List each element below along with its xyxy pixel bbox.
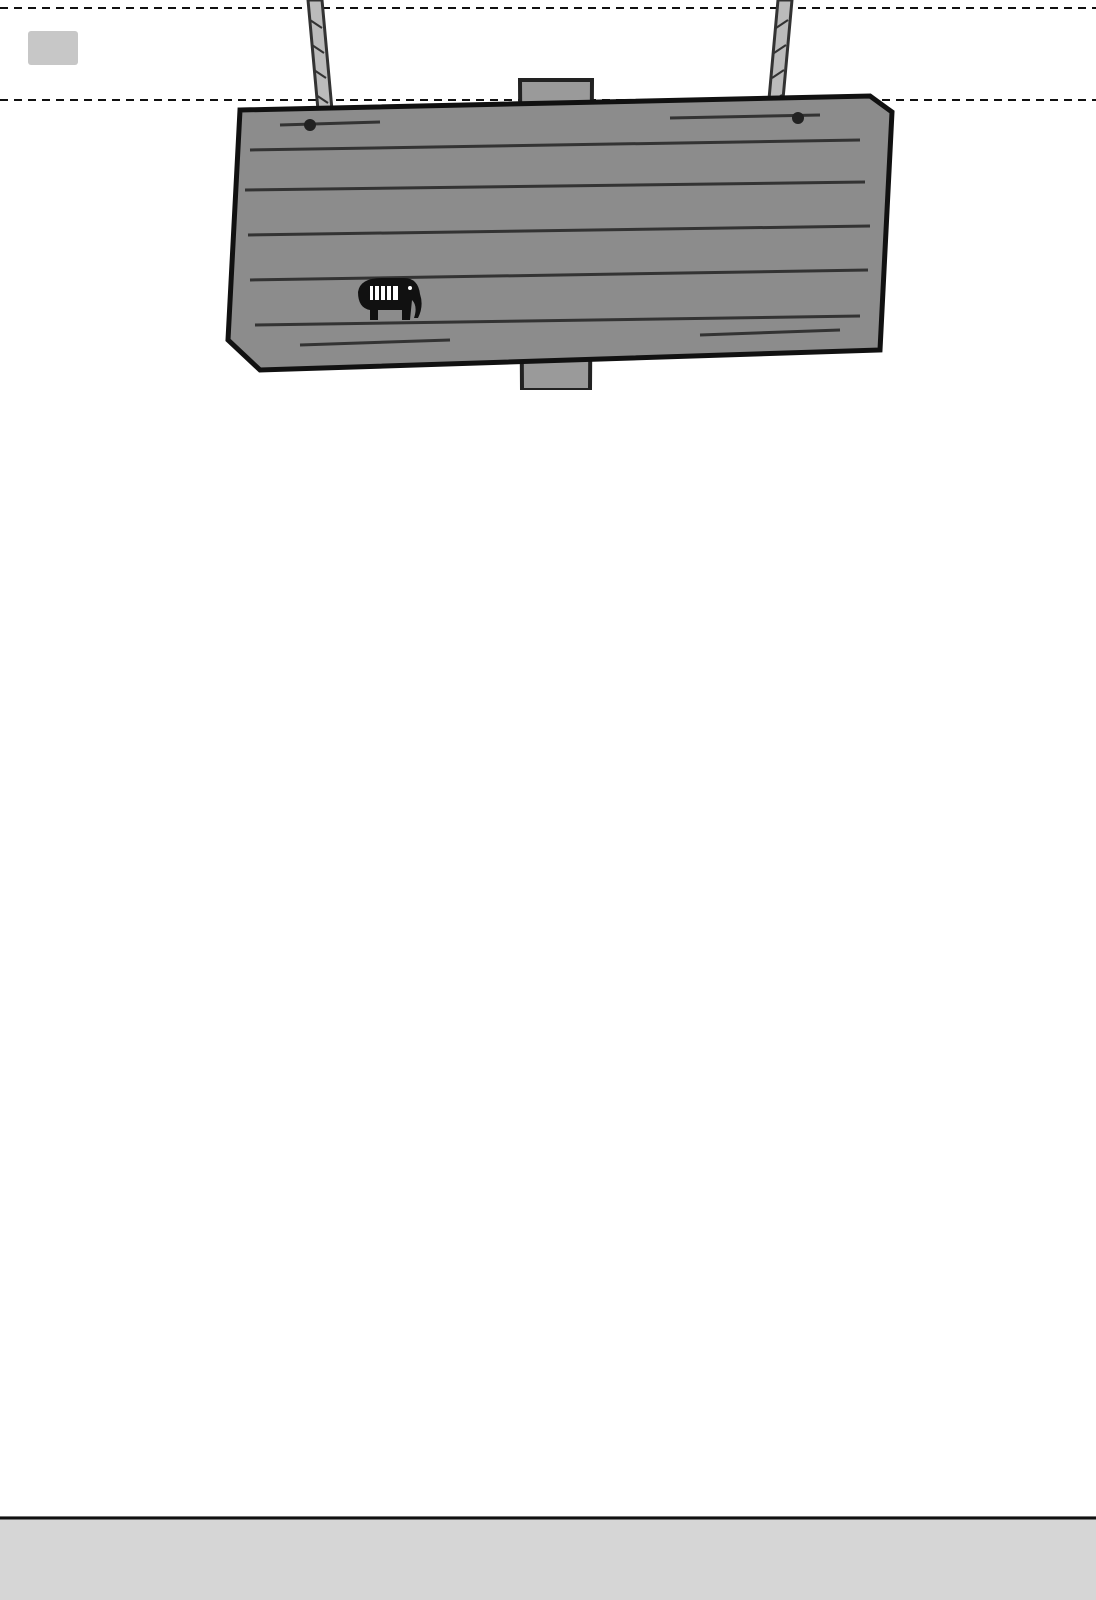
bottom-grass-pattern-border [0, 1438, 1096, 1600]
sign-board-graphic [220, 0, 900, 390]
watermark-logo [28, 31, 78, 65]
elephant-icon [348, 272, 428, 332]
site-watermark [28, 30, 86, 66]
wooden-sign [220, 0, 900, 390]
